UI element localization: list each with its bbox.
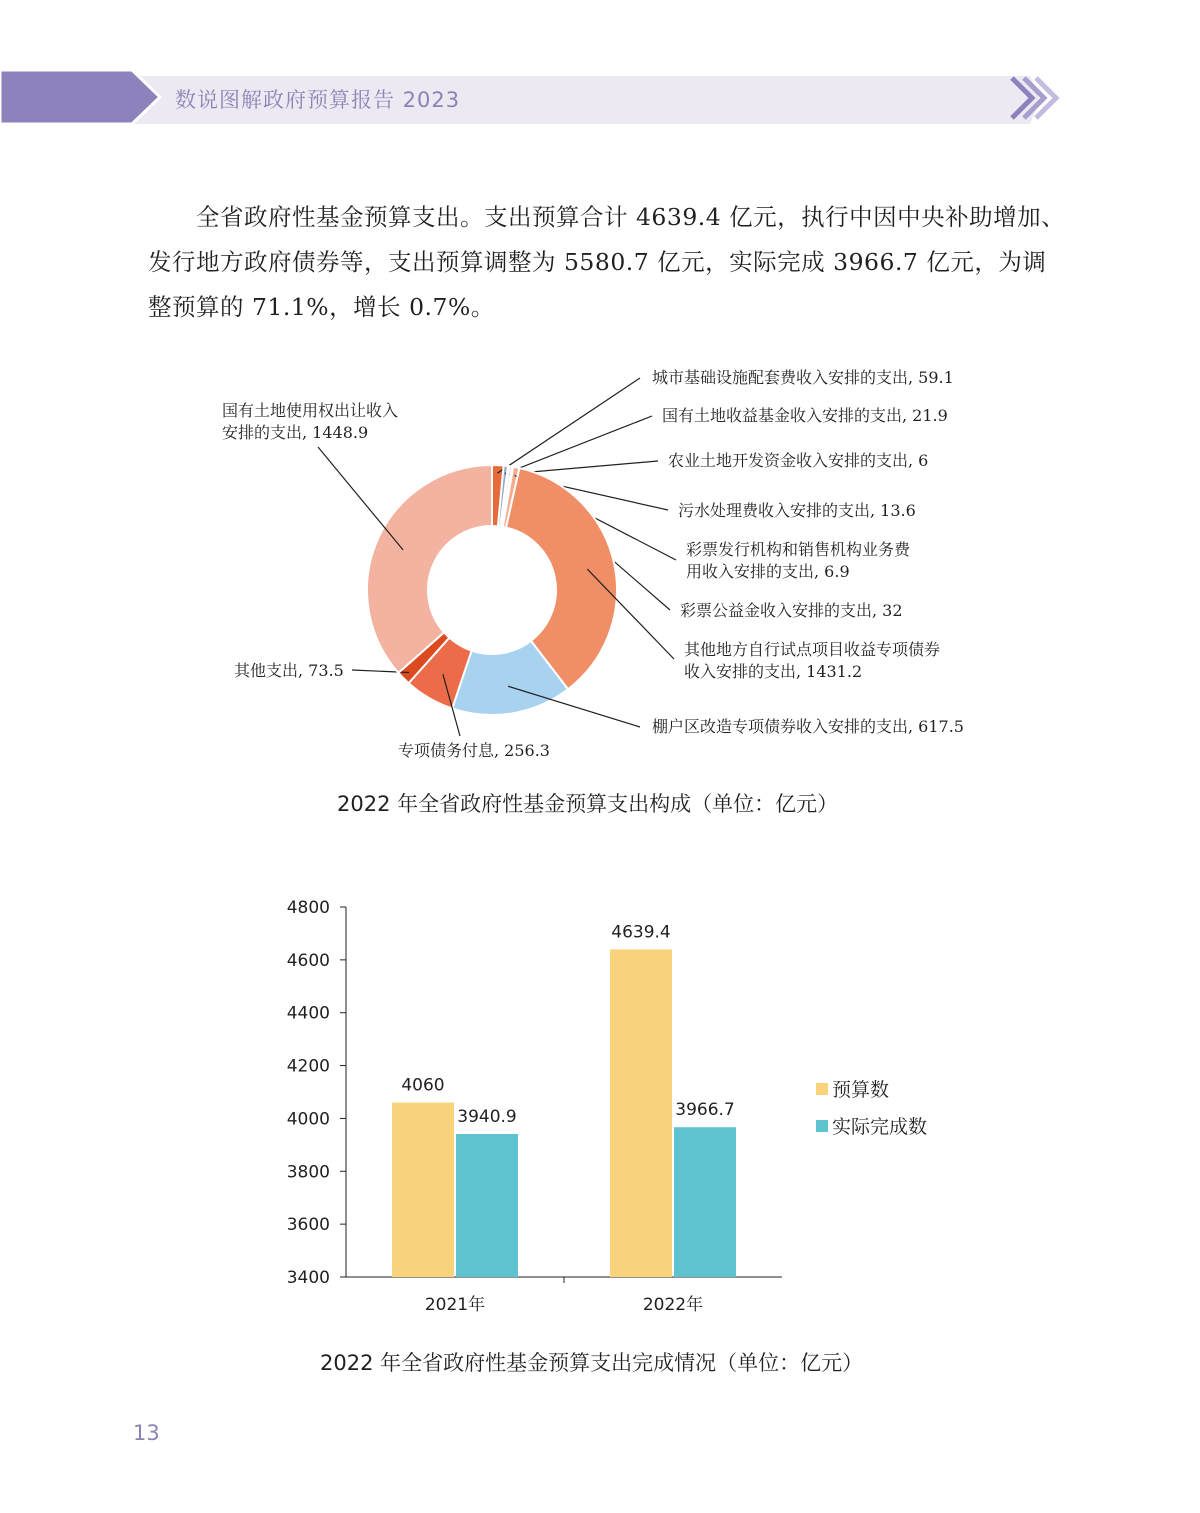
donut-slice-label-line: 彩票公益金收入安排的支出, 32 (680, 601, 903, 620)
donut-slice-label (222, 400, 398, 444)
donut-slice-label (652, 367, 954, 389)
donut-slice-label (398, 740, 550, 762)
y-tick-label: 3800 (286, 1162, 330, 1183)
donut-slice-label (678, 500, 916, 522)
donut-slice-label (662, 405, 948, 427)
y-tick-label: 4200 (286, 1056, 330, 1077)
bar (456, 1134, 518, 1277)
donut-chart (0, 350, 1200, 770)
y-tick-label: 3600 (286, 1215, 330, 1236)
x-category-label: 2021年 (424, 1295, 486, 1315)
header-tab (0, 70, 160, 124)
donut-slice-label-line: 其他地方自行试点项目收益专项债券 (684, 640, 941, 659)
donut-slice-label (684, 639, 940, 683)
donut-slice-label (668, 450, 928, 472)
donut-slice-label-line: 国有土地收益基金收入安排的支出, 21.9 (662, 406, 948, 425)
donut-slice-label (686, 539, 910, 583)
legend-label: 预算数 (832, 1079, 890, 1101)
bar (392, 1103, 454, 1277)
leader-line (318, 447, 403, 550)
bar (674, 1127, 736, 1277)
x-category-label: 2022年 (642, 1295, 704, 1315)
donut-slice-label-line: 污水处理费收入安排的支出, 13.6 (678, 501, 916, 520)
donut-slice-label-line: 城市基础设施配套费收入安排的支出, 59.1 (652, 368, 954, 387)
donut-slice (367, 465, 492, 673)
leader-line (497, 378, 640, 473)
donut-slice-label-line: 安排的支出, 1448.9 (222, 423, 369, 442)
paragraph-line: 全省政府性基金预算支出。支出预算合计 4639.4 亿元，执行中因中央补助增加、 (196, 203, 1066, 231)
y-tick-label: 4800 (286, 898, 330, 918)
donut-slice-label-line: 收入安排的支出, 1431.2 (684, 662, 863, 681)
donut-slice-label (680, 600, 903, 622)
donut-slice-label (652, 716, 964, 738)
bar-caption: 2022 年全省政府性基金预算支出完成情况（单位：亿元） (320, 1351, 864, 1375)
header-title: 数说图解政府预算报告 2023 (175, 88, 461, 112)
donut-slice-label-line: 农业土地开发资金收入安排的支出, 6 (668, 451, 929, 470)
legend-swatch (816, 1120, 828, 1132)
bar-value-label: 3940.9 (457, 1107, 517, 1128)
y-tick-label: 4000 (286, 1109, 330, 1130)
bar-value-label: 4639.4 (611, 922, 671, 943)
donut-slice-label-line: 国有土地使用权出让收入 (222, 401, 399, 420)
y-tick-label: 4600 (286, 950, 330, 971)
donut-slice-label-line: 用收入安排的支出, 6.9 (686, 562, 850, 581)
page-number: 13 (133, 1421, 160, 1445)
donut-slice-label-line: 彩票发行机构和销售机构业务费 (686, 540, 911, 559)
donut-caption: 2022 年全省政府性基金预算支出构成（单位：亿元） (337, 792, 839, 816)
paragraph-line: 发行地方政府债券等，支出预算调整为 5580.7 亿元，实际完成 3966.7 亿元，为调 (148, 248, 1047, 276)
donut-slice-label-line: 棚户区改造专项债券收入安排的支出, 617.5 (652, 717, 964, 736)
bar-value-label: 4060 (401, 1075, 445, 1096)
donut-slice-label-line: 专项债务付息, 256.3 (398, 741, 550, 760)
bar-chart (0, 880, 1200, 1330)
bar-value-label: 3966.7 (675, 1100, 735, 1121)
donut-slice-label-line: 其他支出, 73.5 (234, 661, 344, 680)
leader-line (505, 416, 652, 474)
y-tick-label: 4400 (286, 1003, 330, 1024)
bar (610, 949, 672, 1277)
paragraph-line: 整预算的 71.1%，增长 0.7%。 (148, 293, 495, 321)
legend-label: 实际完成数 (832, 1116, 928, 1138)
y-tick-label: 3400 (286, 1268, 330, 1288)
legend-swatch (816, 1083, 828, 1095)
donut-slice-label (234, 660, 344, 682)
